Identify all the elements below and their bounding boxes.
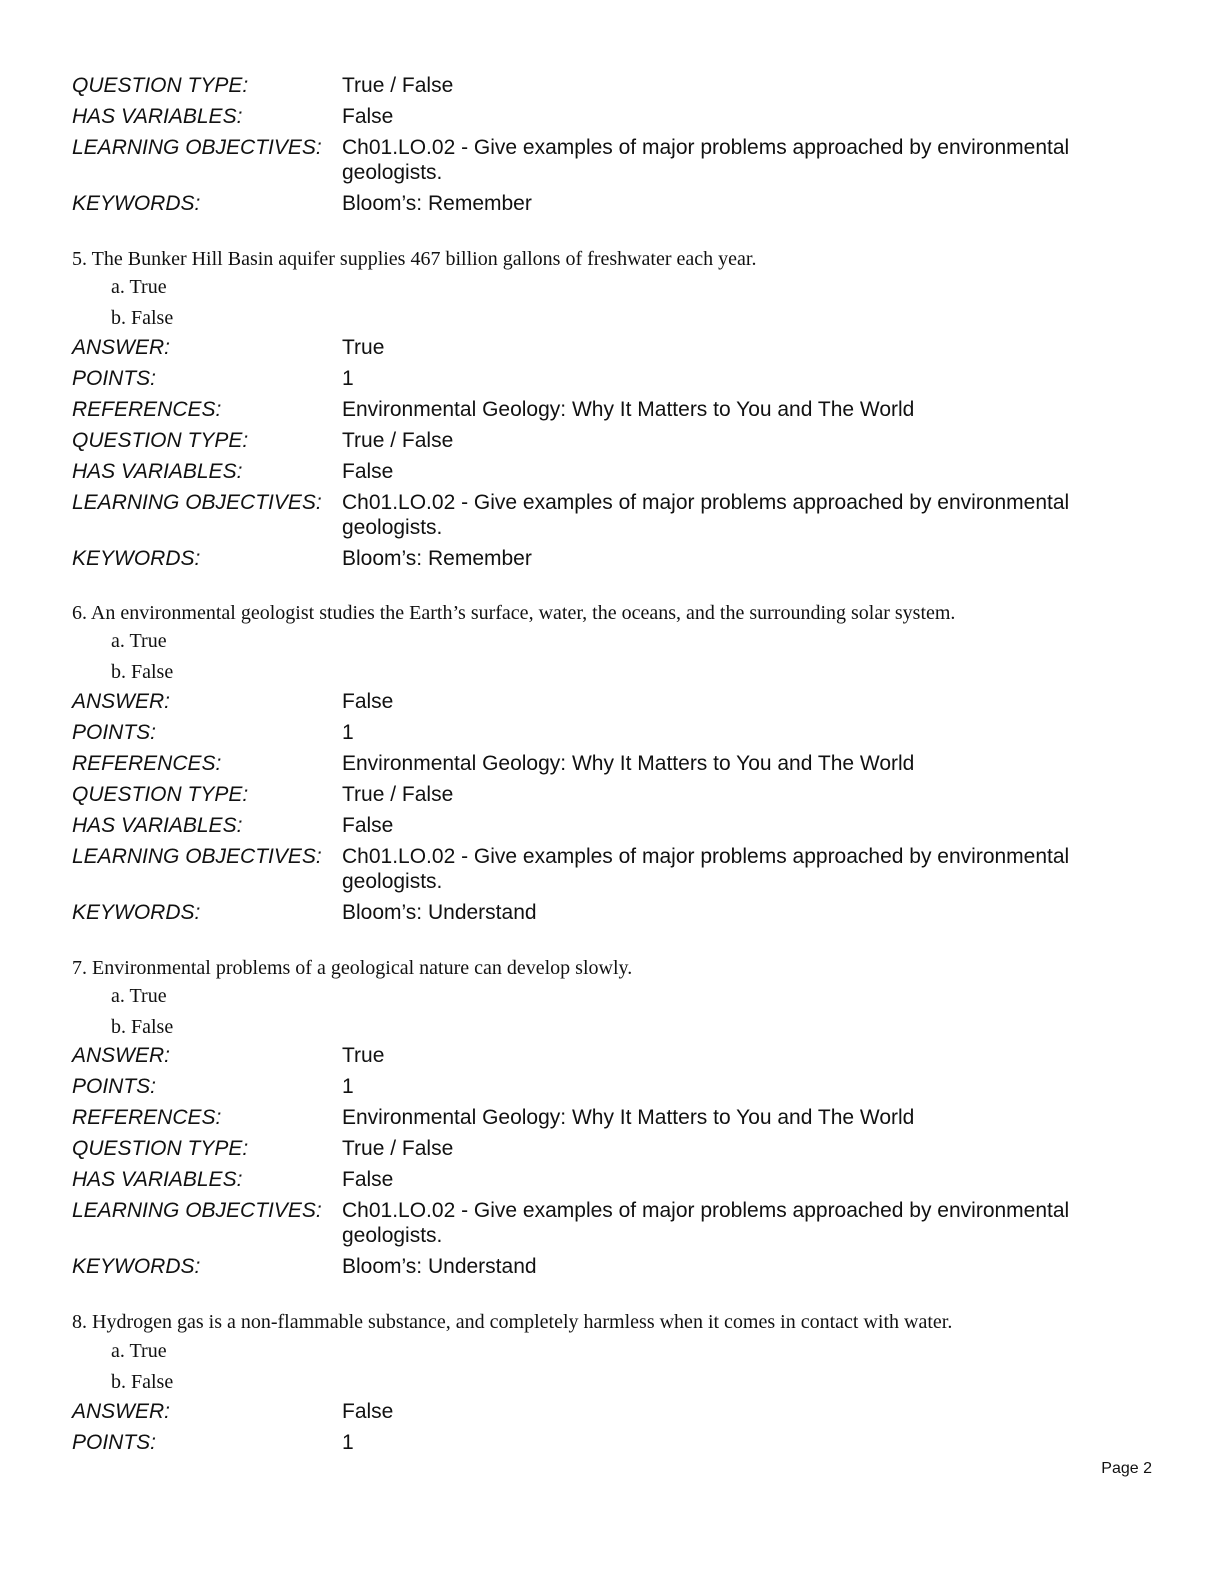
question-type-row xyxy=(72,1136,1152,1167)
question-type-label: QUESTION TYPE: xyxy=(72,783,249,806)
keywords-value: Bloom’s: Remember xyxy=(342,192,532,215)
has-variables-label: HAS VARIABLES: xyxy=(72,105,243,128)
points-value: 1 xyxy=(342,721,354,744)
answer-row xyxy=(72,1043,1152,1074)
points-row xyxy=(72,1074,1152,1105)
question-7-choice-b: b. False xyxy=(111,1016,174,1038)
has-variables-value: False xyxy=(342,460,394,483)
points-label: POINTS: xyxy=(72,1431,157,1454)
has-variables-label: HAS VARIABLES: xyxy=(72,814,243,837)
question-6-metadata xyxy=(72,689,1152,931)
learning-objectives-label: LEARNING OBJECTIVES: xyxy=(72,1199,322,1222)
question-type-row xyxy=(72,73,1152,104)
learning-objectives-value: Ch01.LO.02 - Give examples of major problems approached by environmental geologists. xyxy=(342,845,1070,893)
answer-label: ANSWER: xyxy=(72,336,171,359)
learning-objectives-row xyxy=(72,844,1152,900)
learning-objectives-label: LEARNING OBJECTIVES: xyxy=(72,491,322,514)
keywords-value: Bloom’s: Understand xyxy=(342,901,537,924)
question-type-row xyxy=(72,782,1152,813)
points-row xyxy=(72,366,1152,397)
answer-label: ANSWER: xyxy=(72,690,171,713)
learning-objectives-row xyxy=(72,490,1152,546)
question-type-row xyxy=(72,428,1152,459)
keywords-value: Bloom’s: Remember xyxy=(342,547,532,570)
answer-label: ANSWER: xyxy=(72,1400,171,1423)
keywords-value: Bloom’s: Understand xyxy=(342,1255,537,1278)
points-value: 1 xyxy=(342,1075,354,1098)
points-label: POINTS: xyxy=(72,721,157,744)
question-7-text: 7. Environmental problems of a geological nature can develop slowly. xyxy=(72,957,633,979)
learning-objectives-value: Ch01.LO.02 - Give examples of major problems approached by environmental geologists. xyxy=(342,1199,1070,1247)
has-variables-row xyxy=(72,813,1152,844)
keywords-label: KEYWORDS: xyxy=(72,901,201,924)
answer-row xyxy=(72,689,1152,720)
keywords-label: KEYWORDS: xyxy=(72,1255,201,1278)
question-6-choice-a: a. True xyxy=(111,630,167,652)
question-type-label: QUESTION TYPE: xyxy=(72,429,249,452)
points-row xyxy=(72,1430,1152,1461)
question-5-text: 5. The Bunker Hill Basin aquifer supplies 467 billion gallons of freshwater each year. xyxy=(72,248,757,270)
references-label: REFERENCES: xyxy=(72,752,222,775)
has-variables-label: HAS VARIABLES: xyxy=(72,1168,243,1191)
has-variables-value: False xyxy=(342,105,394,128)
learning-objectives-row xyxy=(72,1198,1152,1254)
answer-value: False xyxy=(342,690,394,713)
question-8-choice-a: a. True xyxy=(111,1340,167,1362)
has-variables-value: False xyxy=(342,1168,394,1191)
page-number: Page 2 xyxy=(1101,1460,1152,1477)
question-7-choice-a: a. True xyxy=(111,985,167,1007)
has-variables-value: False xyxy=(342,814,394,837)
references-value: Environmental Geology: Why It Matters to You and The World xyxy=(342,398,915,421)
keywords-row xyxy=(72,546,1152,577)
points-label: POINTS: xyxy=(72,1075,157,1098)
keywords-label: KEYWORDS: xyxy=(72,192,201,215)
learning-objectives-value: Ch01.LO.02 - Give examples of major problems approached by environmental geologists. xyxy=(342,491,1070,539)
question-5-metadata xyxy=(72,335,1152,577)
answer-label: ANSWER: xyxy=(72,1044,171,1067)
answer-value: True xyxy=(342,1044,385,1067)
points-value: 1 xyxy=(342,367,354,390)
references-value: Environmental Geology: Why It Matters to You and The World xyxy=(342,752,915,775)
question-6-choice-b: b. False xyxy=(111,661,174,683)
answer-value: False xyxy=(342,1400,394,1423)
question-8-text: 8. Hydrogen gas is a non-flammable substance, and completely harmless when it comes in contact with water. xyxy=(72,1311,953,1333)
learning-objectives-label: LEARNING OBJECTIVES: xyxy=(72,845,322,868)
question-5-choice-a: a. True xyxy=(111,276,167,298)
question-5-choice-b: b. False xyxy=(111,307,174,329)
learning-objectives-value: Ch01.LO.02 - Give examples of major problems approached by environmental geologists. xyxy=(342,136,1070,184)
learning-objectives-label: LEARNING OBJECTIVES: xyxy=(72,136,322,159)
references-label: REFERENCES: xyxy=(72,398,222,421)
points-label: POINTS: xyxy=(72,367,157,390)
question-type-label: QUESTION TYPE: xyxy=(72,1137,249,1160)
keywords-row xyxy=(72,1254,1152,1285)
points-value: 1 xyxy=(342,1431,354,1454)
has-variables-row xyxy=(72,459,1152,490)
answer-value: True xyxy=(342,336,385,359)
keywords-row xyxy=(72,191,1152,222)
points-row xyxy=(72,720,1152,751)
references-row xyxy=(72,751,1152,782)
has-variables-label: HAS VARIABLES: xyxy=(72,460,243,483)
references-row xyxy=(72,1105,1152,1136)
references-value: Environmental Geology: Why It Matters to You and The World xyxy=(342,1106,915,1129)
has-variables-row xyxy=(72,104,1152,135)
question-4-metadata xyxy=(72,73,1152,222)
question-8-choice-b: b. False xyxy=(111,1371,174,1393)
question-type-value: True / False xyxy=(342,1137,454,1160)
question-7-metadata xyxy=(72,1043,1152,1285)
keywords-row xyxy=(72,900,1152,931)
keywords-label: KEYWORDS: xyxy=(72,547,201,570)
question-type-label: QUESTION TYPE: xyxy=(72,74,249,97)
question-type-value: True / False xyxy=(342,429,454,452)
learning-objectives-row xyxy=(72,135,1152,191)
question-type-value: True / False xyxy=(342,74,454,97)
question-8-metadata xyxy=(72,1399,1152,1461)
references-label: REFERENCES: xyxy=(72,1106,222,1129)
question-6-text: 6. An environmental geologist studies the Earth’s surface, water, the oceans, and the surrounding solar system. xyxy=(72,602,956,624)
question-type-value: True / False xyxy=(342,783,454,806)
answer-row xyxy=(72,1399,1152,1430)
has-variables-row xyxy=(72,1167,1152,1198)
answer-row xyxy=(72,335,1152,366)
references-row xyxy=(72,397,1152,428)
